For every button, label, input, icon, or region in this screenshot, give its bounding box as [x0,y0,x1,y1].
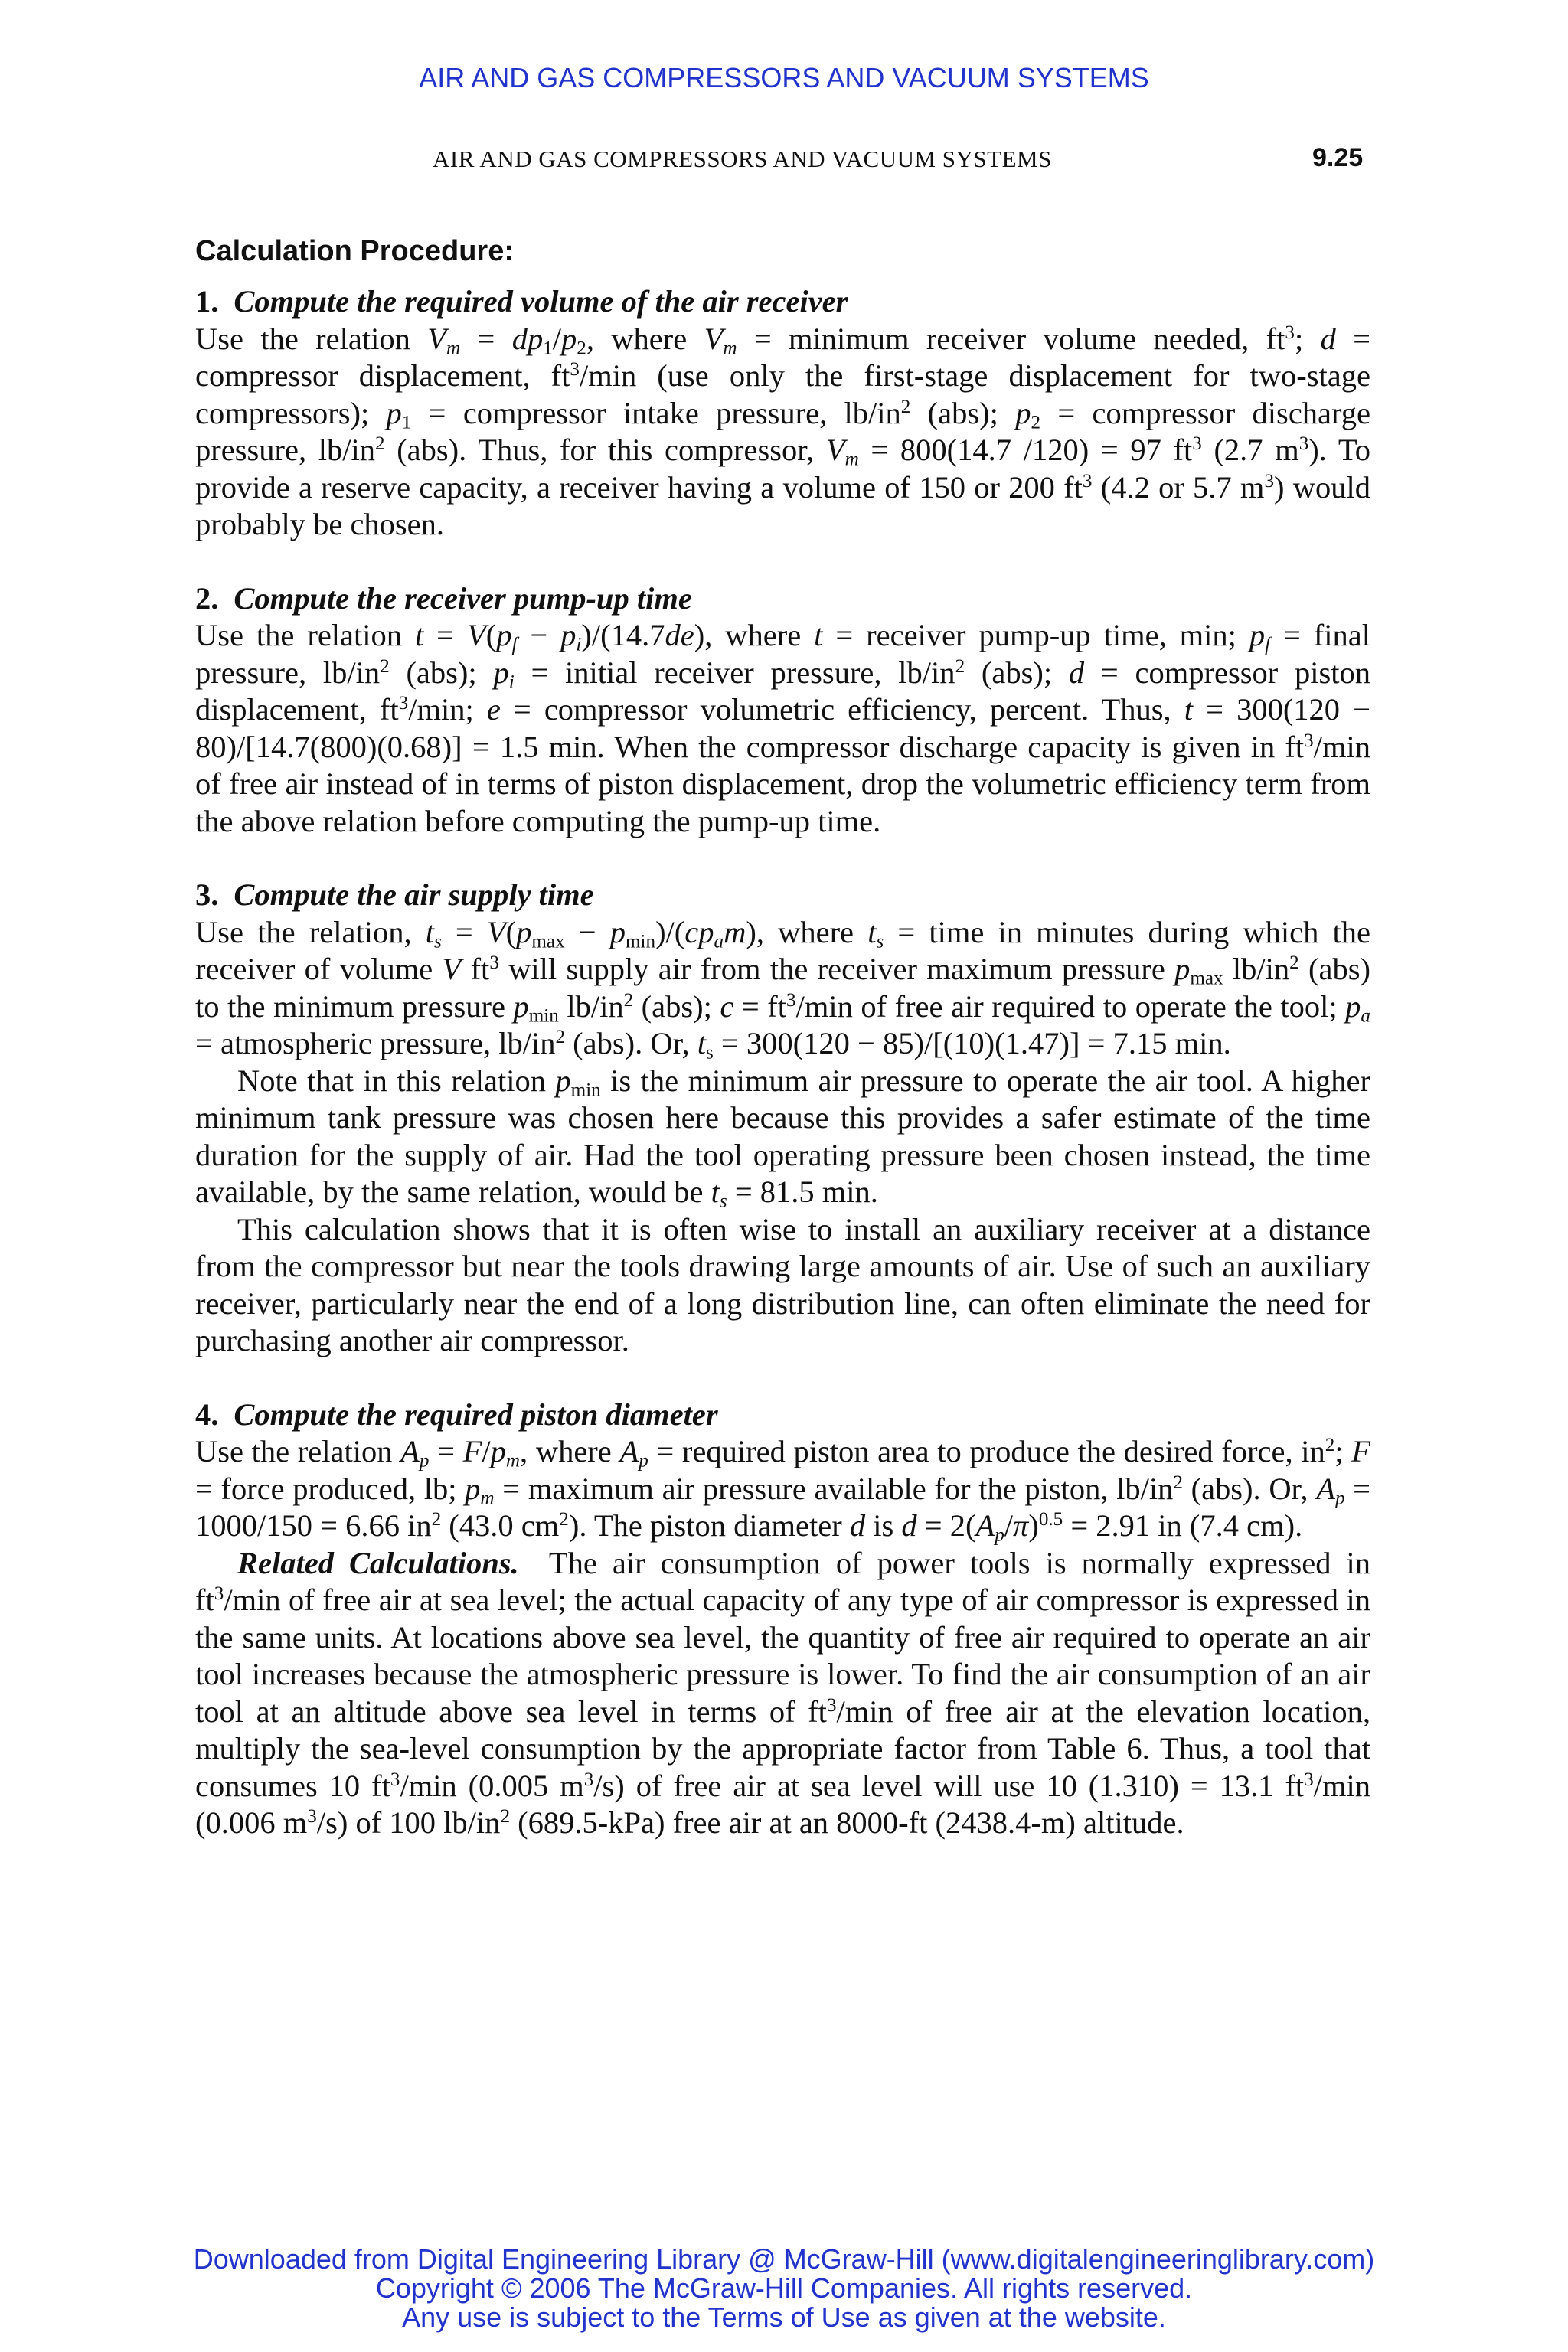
step-3-body: Use the relation, $t_s = V(p_{max} - p_{min})/(cp_am)$, where $t_s$ = time in minutes during which the receiver of volume V $ft^3$ will supply air from the receiver maximum pressure $p_{max}$ $lb/in^2$ (abs) to the minimum pressure $p_{min}$ $lb/in^2$ (abs); $c = ft^3/\min$ of free air required to operate the tool; $p_a$ = atmospheric pressure, $lb/in^2$ (abs). Or, $t_s = 300(120 - 85)/[(10)(1.47)] = 7.15$ min. [195,914,1370,1063]
step-2 [195,580,1370,841]
top-link[interactable]: AIR AND GAS COMPRESSORS AND VACUUM SYSTEMS [419,62,1149,93]
running-head: AIR AND GAS COMPRESSORS AND VACUUM SYSTEMS [433,145,1052,172]
step-3 [195,877,1370,1360]
step-title-text: Compute the air supply time [234,877,594,912]
step-number: 3. [195,877,219,912]
step-1-body: Use the relation $V_m = dp_1/p_2$, where $V_m$ = minimum receiver volume needed, $ft^3$; d = compressor displacement, $ft^3/\min$ (use only the first-stage displacement for two-stage compressors); $p_1$ = compressor intake pressure, $lb/in^2$ (abs); $p_2$ = compressor discharge pressure, $lb/in^2$ (abs). Thus, for this compressor, $V_m = 800(14.7$ /120) = 97 $ft^3$ (2.7 $m^3$). To provide a reserve capacity, a receiver having a volume of 150 or 200 $ft^3$ (4.2 or 5.7 $m^3$) would probably be chosen. [195,321,1371,541]
step-2-body: Use the relation $t = V(p_f - p_i)/(14.7de)$, where t = receiver pump-up time, min; $p_f$ = final pressure, $lb/in^2$ (abs); $p_i$ = initial receiver pressure, $lb/in^2$ (abs); d = compressor piston displacement, $ft^3/\min$; e = compressor volumetric efficiency, percent. Thus, t = 300(120 − 80)/[14.7(800)(0.68)] = 1.5 min. When the compressor discharge capacity is given in $ft^3/\min$ of free air instead of in terms of piston displacement, drop the volumetric efficiency term from the above relation before computing the pump-up time. [195,618,1371,838]
step-3-auxiliary-note: This calculation shows that it is often wise to install an auxiliary receiver at a distance from the compressor but near the tools drawing large amounts of air. Use of such an auxiliary receiver, particularly near the end of a long distribution line, can often eliminate the need for purchasing another air compressor. [195,1211,1370,1357]
footer-copyright[interactable]: Copyright © 2006 The McGraw-Hill Companies. All rights reserved. [375,2272,1193,2304]
step-1-title [195,283,1370,321]
footer-download-link[interactable]: Downloaded from Digital Engineering Library @ McGraw-Hill (www.digitalengineeringlibrary.com) [193,2243,1375,2275]
step-title-text: Compute the required piston diameter [234,1396,718,1432]
step-title-text: Compute the receiver pump-up time [234,580,692,616]
step-4-title [195,1396,1370,1434]
step-number: 1. [195,284,219,318]
page-content [195,228,1370,1842]
procedure-heading: Calculation Procedure: [195,235,514,267]
footer [0,2245,1568,2332]
related-calculations: Related Calculations. The air consumption of power tools is normally expressed in $ft^3/\min$ of free air at sea level; the actual capacity of any type of air compressor is expressed in the same units. At locations above sea level, the quantity of free air required to operate an air tool increases because the atmospheric pressure is lower. To find the air consumption of an air tool at an altitude above sea level in terms of $ft^3/\min$ of free air at the elevation location, multiply the sea-level consumption by the appropriate factor from Table 6. Thus, a tool that consumes 10 $ft^3/\min$ (0.005 $m^3/s$) of free air at sea level will use 10 (1.310) = 13.1 $ft^3/\min$ (0.006 $m^3/s$) of 100 $lb/in^2$ (689.5-kPa) free air at an 8000-ft (2438.4-m) altitude. [195,1545,1371,1840]
step-number: 4. [195,1396,219,1432]
step-number: 2. [195,580,219,616]
step-3-title [195,877,1370,914]
step-4 [195,1396,1370,1842]
step-3-note: Note that in this relation $p_{min}$ is the minimum air pressure to operate the air tool. A higher minimum tank pressure was chosen here because this provides a safer estimate of the time duration for the supply of air. Had the tool operating pressure been chosen instead, the time available, by the same relation, would be $t_s = 81.5$ min. [195,1063,1371,1212]
step-1 [195,283,1370,544]
step-title-text: Compute the required volume of the air receiver [234,284,848,318]
footer-terms-link[interactable]: Any use is subject to the Terms of Use as given at the website. [402,2301,1166,2333]
step-2-title [195,580,1370,618]
related-calculations-title: Related Calculations. [237,1545,519,1580]
page-number: 9.25 [1312,143,1364,172]
step-4-body: Use the relation $A_p = F/p_m$, where $A_p$ = required piston area to produce the desired force, $in^2$; F = force produced, lb; $p_m$ = maximum air pressure available for the piston, $lb/in^2$ (abs). Or, $A_p = 1000/150 = 6.66$ $in^2$ (43.0 $cm^2$). The piston diameter d is $d = 2(A_p/\pi)^{0.5} = 2.91$ in (7.4 cm). [195,1434,1371,1546]
